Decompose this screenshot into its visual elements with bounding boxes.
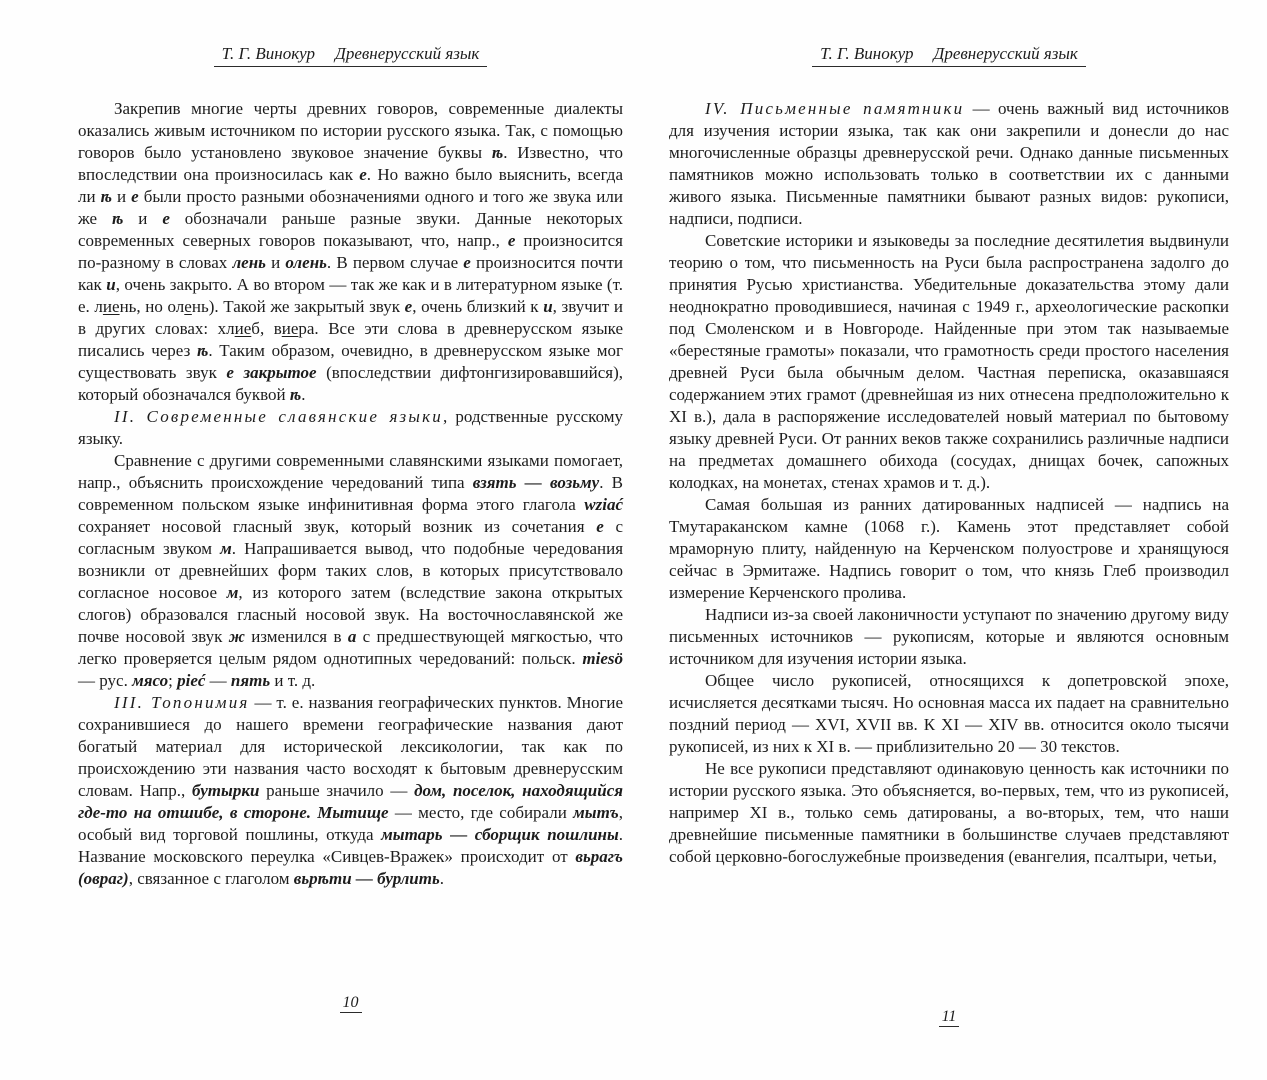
- page-11-body: [669, 98, 1229, 868]
- text-run: (впоследствии дифтонгизировавшийся), который обозначался буквой: [78, 363, 623, 404]
- text-run: и т. д.: [270, 671, 316, 690]
- text-run: с согласным звуком: [78, 517, 624, 558]
- paragraph: [669, 604, 1229, 670]
- text-run: , звучит и в других словах: хл: [78, 297, 624, 338]
- text-run: . Название московского переулка «Сивцев-Вражек» происходит от: [78, 825, 624, 866]
- emphasis-term: е закрытое: [226, 363, 317, 382]
- text-run: , родственные русскому языку.: [78, 407, 624, 448]
- emphasis-term: е: [507, 231, 516, 250]
- text-run: — т. е. названия географических пунктов. Многие сохранившиеся до нашего времени географические названия дают богатый материал для исторической лексикологии, так как по происхождению эти названия часто восходят к бытовым древнерусским словам. Напр.,: [78, 693, 623, 800]
- text-run: , особый вид торговой пошлины, откуда: [78, 803, 623, 844]
- running-header: [669, 44, 1229, 67]
- paragraph: [669, 758, 1229, 868]
- page-number-value: 10: [340, 994, 362, 1013]
- emphasis-term: дом, поселок, находящийся где-то на отшибе, в стороне. Мытище: [78, 781, 623, 822]
- text-run: — место, где собирали: [388, 803, 574, 822]
- emphasis-term: ѣ: [289, 385, 302, 404]
- text-run: и: [123, 209, 163, 228]
- text-run: б, в: [251, 319, 282, 338]
- text-run: . В первом случае: [326, 253, 464, 272]
- emphasis-term: ѣ: [196, 341, 209, 360]
- emphasis-term: олень: [285, 253, 327, 272]
- text-run: были просто разными обозначениями одного и того же звука или же: [78, 187, 623, 228]
- emphasis-term: ѣ: [100, 187, 112, 206]
- emphasis-term: ѣ: [491, 143, 504, 162]
- text-run: Не все рукописи представляют одинаковую ценность как источники по истории русского языка. Это объясняется, во-первых, тем, что из рукописей, например XI в., только семь датированы, а во-вторых, тем, что наши древнейшие письменные памятники в большинстве случаев представляют собой церковно-богослужебные произведения (евангелия, псалтыри, четьи,: [669, 759, 1229, 866]
- paragraph: [78, 406, 623, 450]
- running-header-text: [214, 44, 488, 67]
- text-run: и: [265, 253, 286, 272]
- text-run: . Напрашивается вывод, что подобные чередования возникли от древнейших форм таких слов, в которых присутствовало согласное носовое: [78, 539, 624, 602]
- emphasis-term: мясо: [132, 671, 169, 690]
- running-header-title: Древнерусский язык: [335, 44, 480, 63]
- text-run: нь). Такой же закрытый звук: [191, 297, 405, 316]
- text-run: Закрепив многие черты древних говоров, современные диалекты оказались живым источником по истории русского языка. Так, с помощью говоров было установлено звуковое значение буквы: [78, 99, 623, 162]
- emphasis-term: е: [359, 165, 367, 184]
- text-run: —: [205, 671, 231, 690]
- text-run: . В современном польском языке инфинитивная форма этого глагола: [78, 473, 623, 514]
- section-heading: III. Топонимия: [114, 693, 250, 712]
- underlined-letters: ие: [102, 297, 120, 316]
- emphasis-term: вьрѣти — бурлить: [293, 869, 440, 888]
- text-run: Самая большая из ранних датированных надписей — надпись на Тмутараканском камне (1068 г.). Камень этот представляет собой мраморную плиту, найденную на Керченском полуострове и хранящуюся сейчас в Эрмитаже. Надпись говорит о том, что князь Глеб производил измерение Керченского пролива.: [669, 495, 1229, 602]
- emphasis-term: и: [543, 297, 553, 316]
- paragraph: [78, 98, 623, 406]
- section-heading: IV. Письменные памятники: [705, 99, 965, 118]
- text-run: произносится почти как: [78, 253, 623, 294]
- emphasis-term: м: [226, 583, 239, 602]
- emphasis-term: ж: [228, 627, 245, 646]
- emphasis-term: pieć: [177, 671, 206, 690]
- text-run: ;: [168, 671, 178, 690]
- text-run: — рус.: [78, 671, 133, 690]
- running-header-text: [812, 44, 1086, 67]
- emphasis-term: мытарь — сборщик пошлины: [381, 825, 619, 844]
- text-run: , связанное с глаголом: [128, 869, 294, 888]
- emphasis-term: м: [220, 539, 232, 558]
- emphasis-term: и: [106, 275, 116, 294]
- text-run: Сравнение с другими современными славянскими языками помогает, напр., объяснить происхождение чередований типа: [78, 451, 623, 492]
- emphasis-term: бутырки: [192, 781, 260, 800]
- underlined-letters: ие: [234, 319, 252, 338]
- text-run: нь, но ол: [119, 297, 185, 316]
- text-run: — очень важный вид источников для изучения истории языка, так как они закрепили и донесли до нас многочисленные образцы древнерусской речи. Однако данные письменных памятников можно использовать только в соответствии их с данными живого языка. Письменные памятники бывают разных видов: рукописи, надписи, подписи.: [669, 99, 1229, 228]
- emphasis-term: е: [131, 187, 139, 206]
- text-run: и: [111, 187, 132, 206]
- text-run: Общее число рукописей, относящихся к допетровской эпохе, исчисляется десятками тысяч. Но основная масса их падает на сравнительно поздний период — XVI, XVII вв. К XI — XIV вв. относится около тысячи рукописей, из них к XI в. — приблизительно 20 — 30 текстов.: [669, 671, 1229, 756]
- text-run: , из которого затем (вследствие закона открытых слогов) образовался гласный носовой звук. На восточнославянской же почве носовой звук: [78, 583, 624, 646]
- underlined-letters: е: [184, 297, 192, 316]
- emphasis-term: ѣ: [112, 209, 124, 228]
- underlined-letters: ие: [281, 319, 299, 338]
- paragraph: [78, 692, 623, 890]
- text-run: Надписи из-за своей лаконичности уступают по значению другому виду письменных источников — рукописям, которые и являются основным источником для изучения истории языка.: [669, 605, 1229, 668]
- running-header-author: Т. Г. Винокур: [820, 44, 914, 63]
- book-page-11: [669, 0, 1229, 1080]
- paragraph: [78, 450, 623, 692]
- section-heading: II. Современные славянские языки: [114, 407, 443, 426]
- text-run: .: [439, 869, 445, 888]
- page-number-value: 11: [939, 1008, 960, 1027]
- text-run: изменился в: [244, 627, 348, 646]
- emphasis-term: лень: [232, 253, 266, 272]
- emphasis-term: е: [162, 209, 170, 228]
- emphasis-term: а: [347, 627, 357, 646]
- emphasis-term: miesö: [582, 649, 623, 668]
- text-run: Советские историки и языковеды за последние десятилетия выдвинули теорию о том, что письменность на Руси была распространена задолго до принятия Русью христианства. Убедительные доказательства этому дали неоднократно проводившиеся, начиная с 1949 г., археологические раскопки под Смоленском и в Новгороде. Найденные при этом так называемые «берестяные грамоты» показали, что грамотность среди простого населения древней Руси была обычным делом. Частная переписка, оказавшаяся содержанием этих грамот (древнейшая из них отнесена предположительно к XI в.), дала в распоряжение исследователей новый материал по бытовому языку древней Руси. От ранних веков также сохранились различные надписи на предметах домашнего обихода (сосудах, днищах бочек, сапожных колодках, на монетах, стенах храмов и т. д.).: [669, 231, 1229, 492]
- emphasis-term: е: [463, 253, 471, 272]
- text-run: обозначали раньше разные звуки. Данные некоторых современных северных говоров показывают, что, напр.,: [78, 209, 623, 250]
- text-run: произносится по-разному в словах: [78, 231, 623, 272]
- text-run: . Но важно было выяснить, всегда ли: [78, 165, 623, 206]
- paragraph: [669, 670, 1229, 758]
- paragraph: [669, 230, 1229, 494]
- emphasis-term: е: [404, 297, 413, 316]
- text-run: ра. Все эти слова в древнерусском языке писались через: [78, 319, 623, 360]
- emphasis-term: мытъ: [573, 803, 619, 822]
- page-10-body: [78, 98, 623, 890]
- emphasis-term: взять — возьму: [472, 473, 600, 492]
- text-run: . Таким образом, очевидно, в древнерусском языке мог существовать звук: [78, 341, 623, 382]
- book-page-10: [78, 0, 623, 1080]
- emphasis-term: wziać: [584, 495, 623, 514]
- text-run: раньше значило —: [259, 781, 415, 800]
- paragraph: [669, 494, 1229, 604]
- running-header-title: Древнерусский язык: [933, 44, 1078, 63]
- text-run: , очень закрыто. А во втором — так же как и в литературном языке (т. е. л: [78, 275, 623, 316]
- text-run: сохраняет носовой гласный звук, который возник из сочетания: [78, 517, 597, 536]
- running-header-author: Т. Г. Винокур: [221, 44, 316, 63]
- emphasis-term: вьрагъ (овраг): [78, 847, 623, 888]
- page-number: [78, 994, 623, 1012]
- emphasis-term: пять: [230, 671, 271, 690]
- page-number: [669, 1008, 1229, 1026]
- running-header: [78, 44, 623, 67]
- text-run: . Известно, что впоследствии она произносилась как: [78, 143, 623, 184]
- text-run: , очень близкий к: [412, 297, 544, 316]
- emphasis-term: е: [596, 517, 604, 536]
- paragraph: [669, 98, 1229, 230]
- text-run: с предшествующей мягкостью, что легко проверяется целым рядом однотипных чередований: польск.: [78, 627, 623, 668]
- text-run: .: [301, 385, 306, 404]
